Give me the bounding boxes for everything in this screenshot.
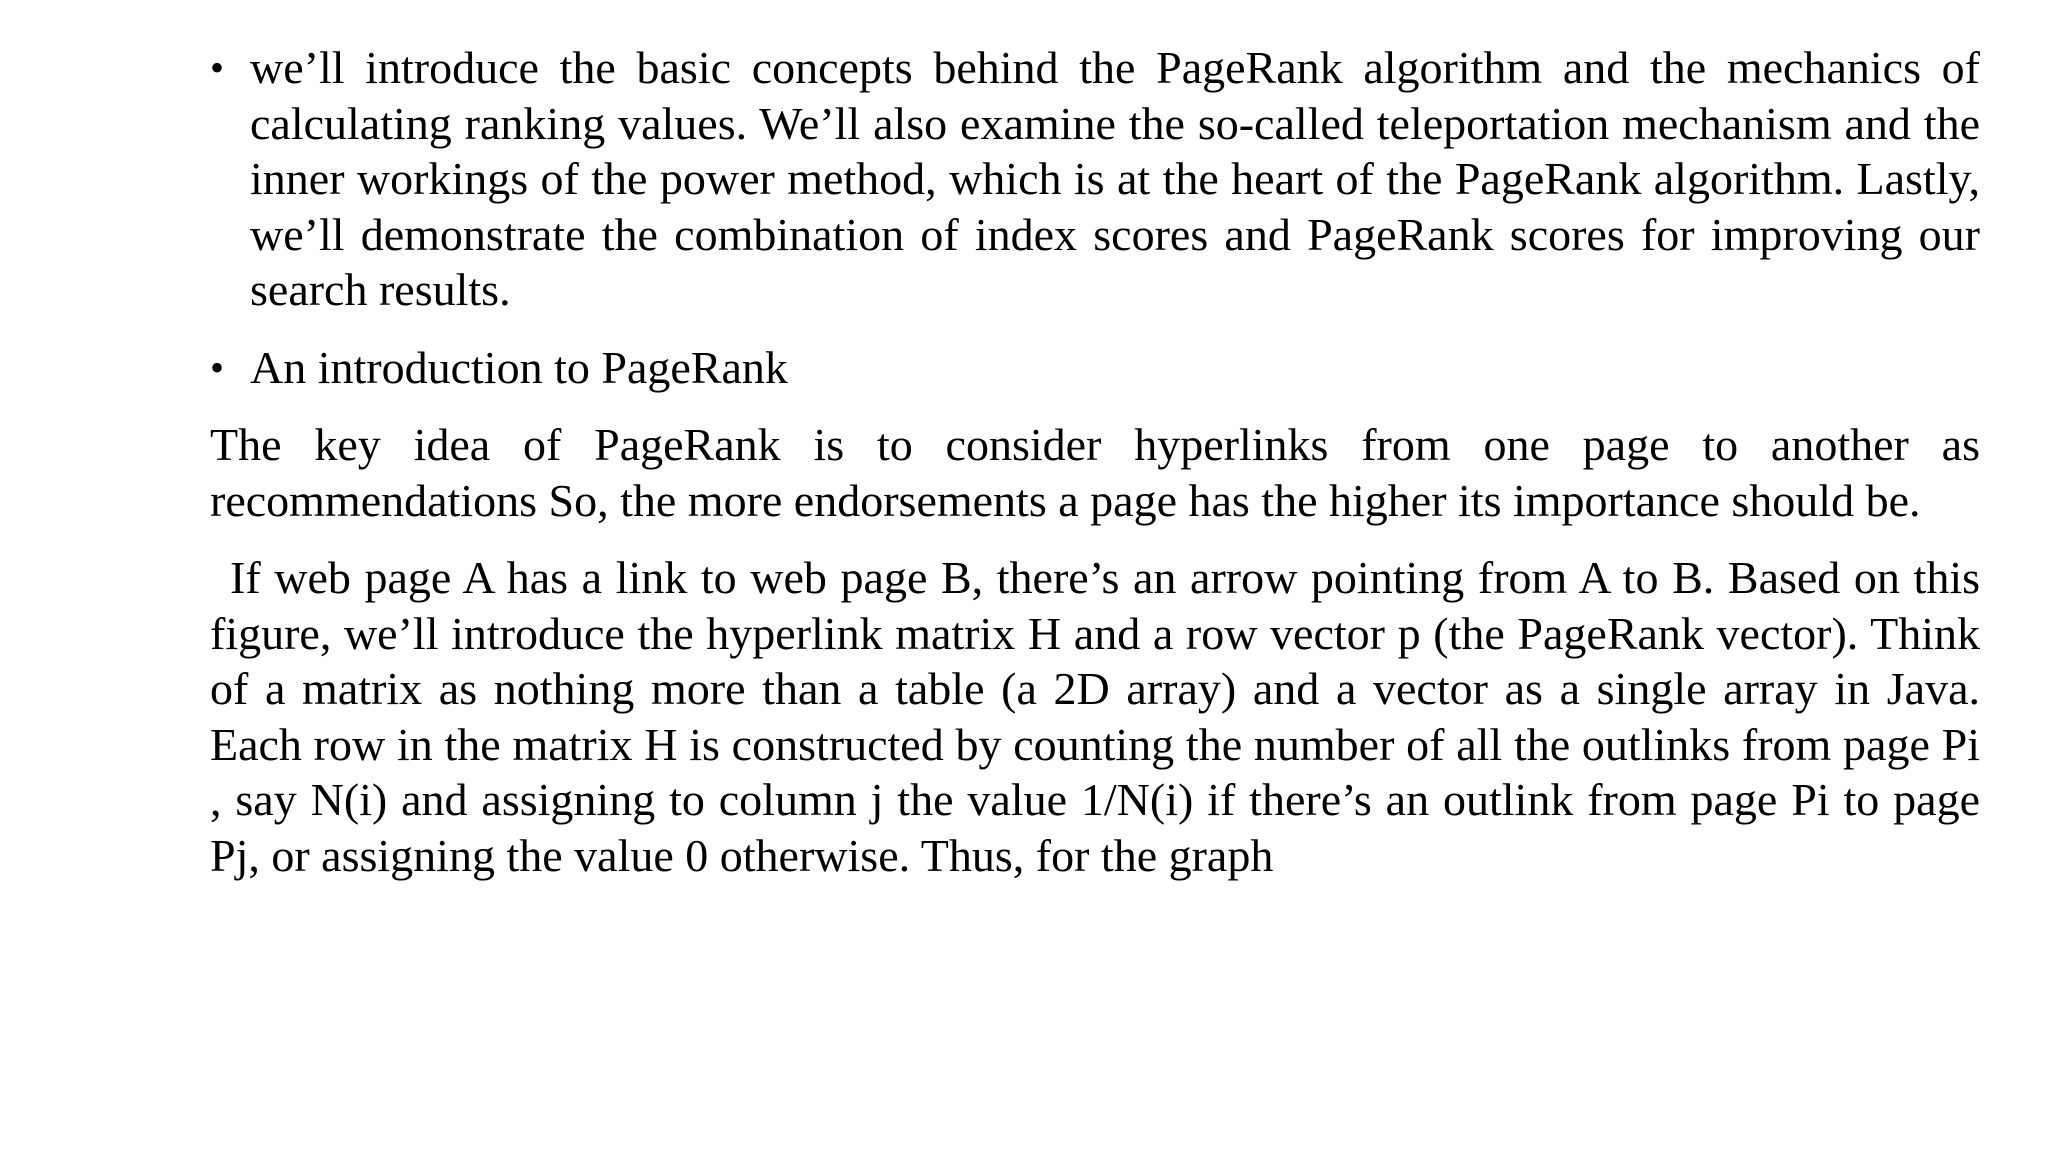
- bullet-icon: •: [210, 344, 225, 390]
- paragraph-key-idea: The key idea of PageRank is to consider hyperlinks from one page to another as recommendations So, the more endorsements a page has the higher its importance should be.: [210, 419, 1980, 526]
- bullet-item-intro: [210, 40, 1980, 318]
- bullet-text: An introduction to PageRank: [250, 341, 788, 393]
- slide-content: [210, 40, 1980, 883]
- paragraph-hyperlink-matrix: If web page A has a link to web page B, there’s an arrow pointing from A to B. Based on this figure, we’ll introduce the hyperlink matrix H and a row vector p (the PageRank vector). Think of a matrix as nothing more than a table (a 2D array) and a vector as a single array in Java. Each row in the matrix H is constructed by counting the number of all the outlinks from page Pi , say N(i) and assigning to column j the value 1/N(i) if there’s an outlink from page Pi to page Pj, or assigning the value 0 otherwise. Thus, for the graph: [210, 552, 1980, 881]
- bullet-icon: •: [210, 45, 225, 90]
- bullet-text: we’ll introduce the basic concepts behind the PageRank algorithm and the mechanics of calculating ranking values. We’ll also examine the so-called teleportation mechanism and the inner workings of the power method, which is at the heart of the PageRank algorithm. Lastly, we’ll demonstrate the combination of index scores and PageRank scores for improving our search results.: [250, 42, 1980, 315]
- bullet-item-heading: [210, 340, 1980, 396]
